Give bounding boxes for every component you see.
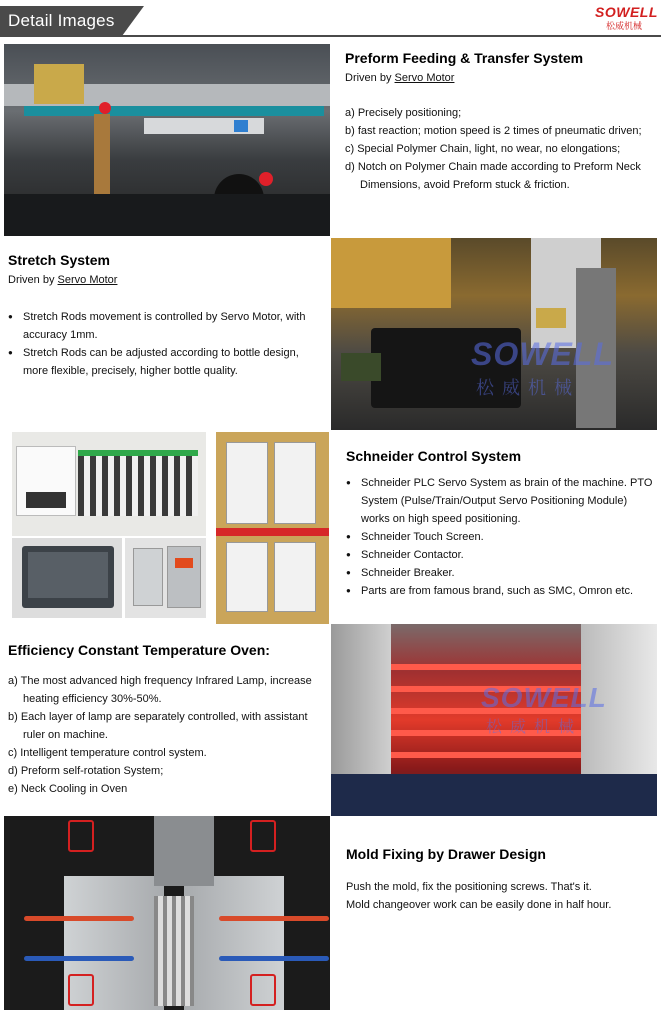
- list-item: ● Stretch Rods movement is controlled by Servo Motor, with accuracy 1mm.: [8, 308, 323, 344]
- mold-description-line: Push the mold, fix the positioning screws. That's it.: [346, 881, 592, 893]
- mold-fixing-photo: [4, 816, 330, 1010]
- mold-description-line: Mold changeover work can be easily done in half hour.: [346, 899, 612, 911]
- header-divider: [0, 35, 661, 37]
- schneider-title: Schneider Control System: [346, 448, 522, 464]
- list-item: ● Schneider Contactor.: [346, 546, 658, 564]
- servo-motor-link[interactable]: Servo Motor: [394, 72, 455, 84]
- list-item: a) The most advanced high frequency Infrared Lamp, increase heating efficiency 30%-50%.: [8, 675, 312, 705]
- watermark: SOWELL: [471, 336, 614, 372]
- list-item: e) Neck Cooling in Oven: [8, 783, 128, 795]
- oven-text-block: [8, 642, 326, 798]
- stretch-feature-list: [8, 308, 323, 380]
- page-header: [0, 0, 661, 40]
- highlight-box: [68, 820, 94, 852]
- list-item: ● Schneider PLC Servo System as brain of the machine. PTO System (Pulse/Train/Output Servo Positioning Module) works on high speed positioning.: [346, 474, 658, 528]
- mold-text-block: [346, 846, 658, 914]
- list-item: c) Intelligent temperature control system.: [8, 747, 207, 759]
- oven-feature-list: [8, 672, 326, 798]
- list-item: b) Each layer of lamp are separately controlled, with assistant ruler on machine.: [8, 711, 308, 741]
- oven-title: Efficiency Constant Temperature Oven:: [8, 642, 270, 658]
- plc-module-photo: [12, 432, 206, 536]
- schneider-feature-list: [346, 474, 658, 600]
- list-item: a) Precisely positioning;: [345, 107, 462, 119]
- servo-drives-photo: [216, 432, 329, 624]
- oven-lamps-photo: [331, 624, 657, 816]
- stretch-text-block: [8, 252, 323, 380]
- page-title: Detail Images: [8, 11, 115, 30]
- highlight-box: [250, 974, 276, 1006]
- watermark-chinese: 松威机械: [486, 719, 583, 736]
- highlight-box: [250, 820, 276, 852]
- preform-feeding-photo: [4, 44, 330, 236]
- preform-driven-by: Driven by Servo Motor: [345, 72, 455, 84]
- preform-text-block: [345, 50, 657, 194]
- list-item: c) Special Polymer Chain, light, no wear, no elongations;: [345, 143, 621, 155]
- breaker-contactor-photo: [125, 538, 206, 618]
- watermark-chinese: 松威机械: [476, 378, 580, 398]
- list-item: ● Schneider Breaker.: [346, 564, 658, 582]
- list-item: ● Stretch Rods can be adjusted according to bottle design, more flexible, precisely, higher bottle quality.: [8, 344, 323, 380]
- list-item: d) Notch on Polymer Chain made according to Preform Neck Dimensions, avoid Preform stuck & friction.: [345, 161, 641, 191]
- preform-title: Preform Feeding & Transfer System: [345, 50, 584, 66]
- stretch-driven-by: Driven by Servo Motor: [8, 274, 118, 286]
- touch-screen-photo: [12, 538, 122, 618]
- stretch-system-photo: [331, 238, 657, 430]
- mold-title: Mold Fixing by Drawer Design: [346, 846, 546, 862]
- list-item: b) fast reaction; motion speed is 2 times of pneumatic driven;: [345, 125, 642, 137]
- list-item: ● Parts are from famous brand, such as SMC, Omron etc.: [346, 582, 658, 600]
- servo-motor-link[interactable]: Servo Motor: [57, 274, 118, 286]
- list-item: d) Preform self-rotation System;: [8, 765, 164, 777]
- list-item: ● Schneider Touch Screen.: [346, 528, 658, 546]
- schneider-text-block: [346, 448, 658, 600]
- preform-feature-list: [345, 104, 657, 194]
- stretch-title: Stretch System: [8, 252, 110, 268]
- logo-chinese-text: 松威机械: [605, 21, 642, 31]
- highlight-box: [68, 974, 94, 1006]
- brand-logo: [595, 4, 658, 34]
- watermark: SOWELL: [481, 682, 607, 713]
- logo-text: SOWELL: [595, 4, 658, 20]
